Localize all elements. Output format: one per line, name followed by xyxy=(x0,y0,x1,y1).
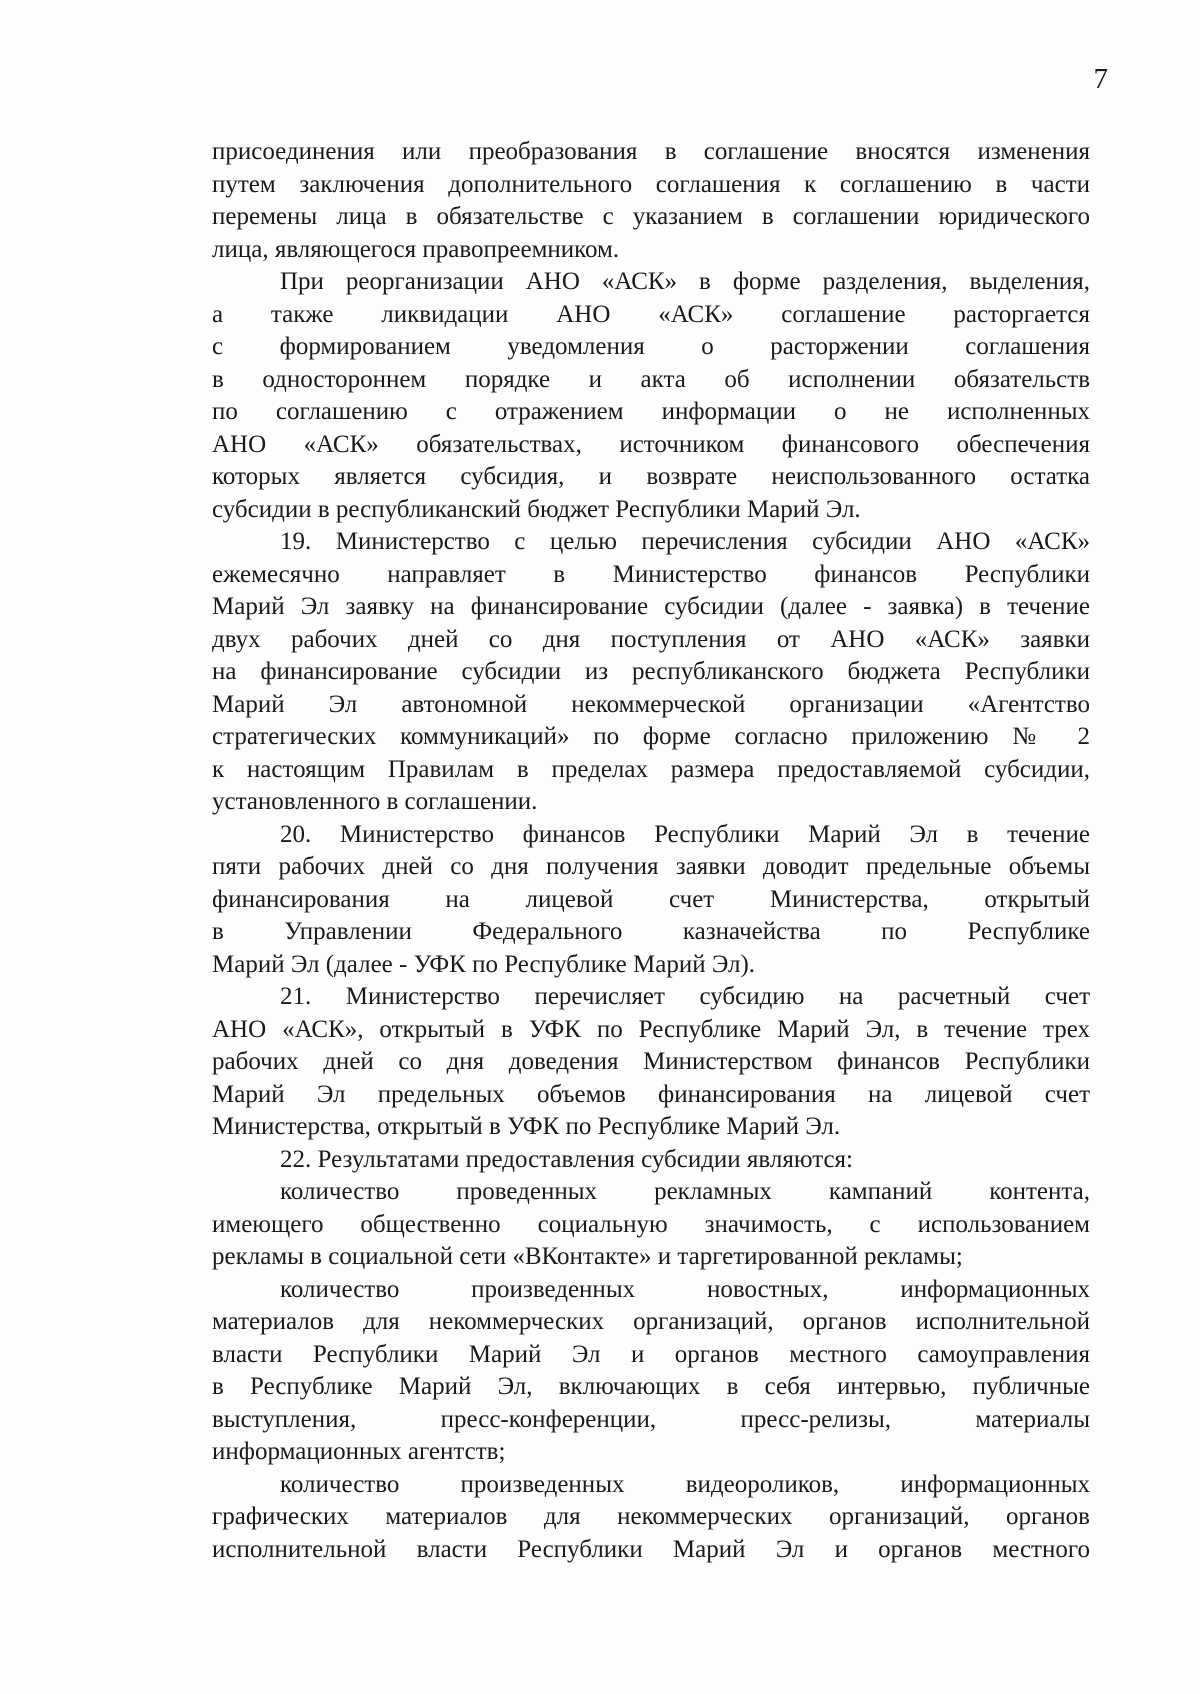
text-line: субсидии в республиканский бюджет Республики Марий Эл. xyxy=(212,495,861,523)
text-line: графических материалов для некоммерческих организаций, органов xyxy=(212,1503,1090,1530)
text-line: стратегических коммуникаций» по форме согласно приложению № 2 xyxy=(212,723,1090,750)
text-line: двух рабочих дней со дня поступления от АНО «АСК» заявки xyxy=(212,625,1090,653)
text-line: по соглашению с отражением информации о не исполненных xyxy=(212,398,1090,425)
paragraph xyxy=(212,526,1090,819)
text-line: установленного в соглашении. xyxy=(212,788,538,815)
text-line: выступления, пресс-конференции, пресс-релизы, материалы xyxy=(212,1405,1090,1433)
text-line: Марий Эл заявку на финансирование субсидии (далее - заявка) в течение xyxy=(212,593,1090,620)
text-line: в Управлении Федерального казначейства по Республике xyxy=(212,918,1090,945)
paragraph xyxy=(212,1274,1090,1469)
paragraph xyxy=(212,136,1090,266)
text-line: материалов для некоммерческих организаций, органов исполнительной xyxy=(212,1308,1090,1335)
text-line: с формированием уведомления о расторжении соглашения xyxy=(212,333,1090,360)
text-line: информационных агентств; xyxy=(212,1438,506,1465)
text-line: пяти рабочих дней со дня получения заявки доводит предельные объемы xyxy=(212,853,1090,880)
paragraph xyxy=(212,266,1090,526)
text-line: лица, являющегося правопреемником. xyxy=(212,235,620,263)
text-line: на финансирование субсидии из республиканского бюджета Республики xyxy=(212,658,1090,685)
text-line: количество произведенных видеороликов, информационных xyxy=(280,1470,1090,1498)
text-line: в одностороннем порядке и акта об исполнении обязательств xyxy=(212,365,1090,393)
text-line: присоединения или преобразования в соглашение вносятся изменения xyxy=(212,138,1090,165)
text-line: исполнительной власти Республики Марий Эл и органов местного xyxy=(212,1535,1090,1563)
text-line: ежемесячно направляет в Министерство финансов Республики xyxy=(212,560,1090,588)
text-line: путем заключения дополнительного соглашения к соглашению в части xyxy=(212,170,1090,198)
document-body xyxy=(212,136,1090,1566)
text-line: АНО «АСК» обязательствах, источником финансового обеспечения xyxy=(212,430,1090,458)
paragraph xyxy=(212,819,1090,982)
text-line: рабочих дней со дня доведения Министерством финансов Республики xyxy=(212,1048,1090,1075)
text-line: АНО «АСК», открытый в УФК по Республике Марий Эл, в течение трех xyxy=(212,1015,1090,1043)
text-line: перемены лица в обязательстве с указанием в соглашении юридического xyxy=(212,203,1090,230)
text-line: финансирования на лицевой счет Министерства, открытый xyxy=(212,885,1090,913)
text-line: 20. Министерство финансов Республики Марий Эл в течение xyxy=(280,820,1090,848)
text-line: которых является субсидия, и возврате неиспользованного остатка xyxy=(212,463,1090,490)
text-line: количество произведенных новостных, информационных xyxy=(280,1275,1090,1303)
text-line: 22. Результатами предоставления субсидии являются: xyxy=(280,1145,853,1173)
paragraph xyxy=(212,1469,1090,1567)
text-line: рекламы в социальной сети «ВКонтакте» и таргетированной рекламы; xyxy=(212,1243,963,1270)
paragraph xyxy=(212,981,1090,1144)
text-line: При реорганизации АНО «АСК» в форме разделения, выделения, xyxy=(280,268,1090,295)
text-line: Министерства, открытый в УФК по Республике Марий Эл. xyxy=(212,1113,841,1140)
text-line: 19. Министерство с целью перечисления субсидии АНО «АСК» xyxy=(280,528,1090,555)
paragraph xyxy=(212,1176,1090,1274)
text-line: к настоящим Правилам в пределах размера предоставляемой субсидии, xyxy=(212,755,1090,783)
paragraph xyxy=(212,1144,1090,1177)
text-line: Марий Эл (далее - УФК по Республике Марий Эл). xyxy=(212,950,756,978)
text-line: Марий Эл автономной некоммерческой организации «Агентство xyxy=(212,690,1090,718)
text-line: количество проведенных рекламных кампаний контента, xyxy=(280,1178,1090,1205)
text-line: в Республике Марий Эл, включающих в себя интервью, публичные xyxy=(212,1373,1090,1400)
page-number: 7 xyxy=(1093,63,1108,95)
text-line: Марий Эл предельных объемов финансирования на лицевой счет xyxy=(212,1080,1090,1108)
text-line: власти Республики Марий Эл и органов местного самоуправления xyxy=(212,1340,1090,1368)
text-line: имеющего общественно социальную значимость, с использованием xyxy=(212,1210,1090,1238)
text-line: 21. Министерство перечисляет субсидию на расчетный счет xyxy=(280,983,1090,1010)
text-line: а также ликвидации АНО «АСК» соглашение расторгается xyxy=(212,300,1090,328)
